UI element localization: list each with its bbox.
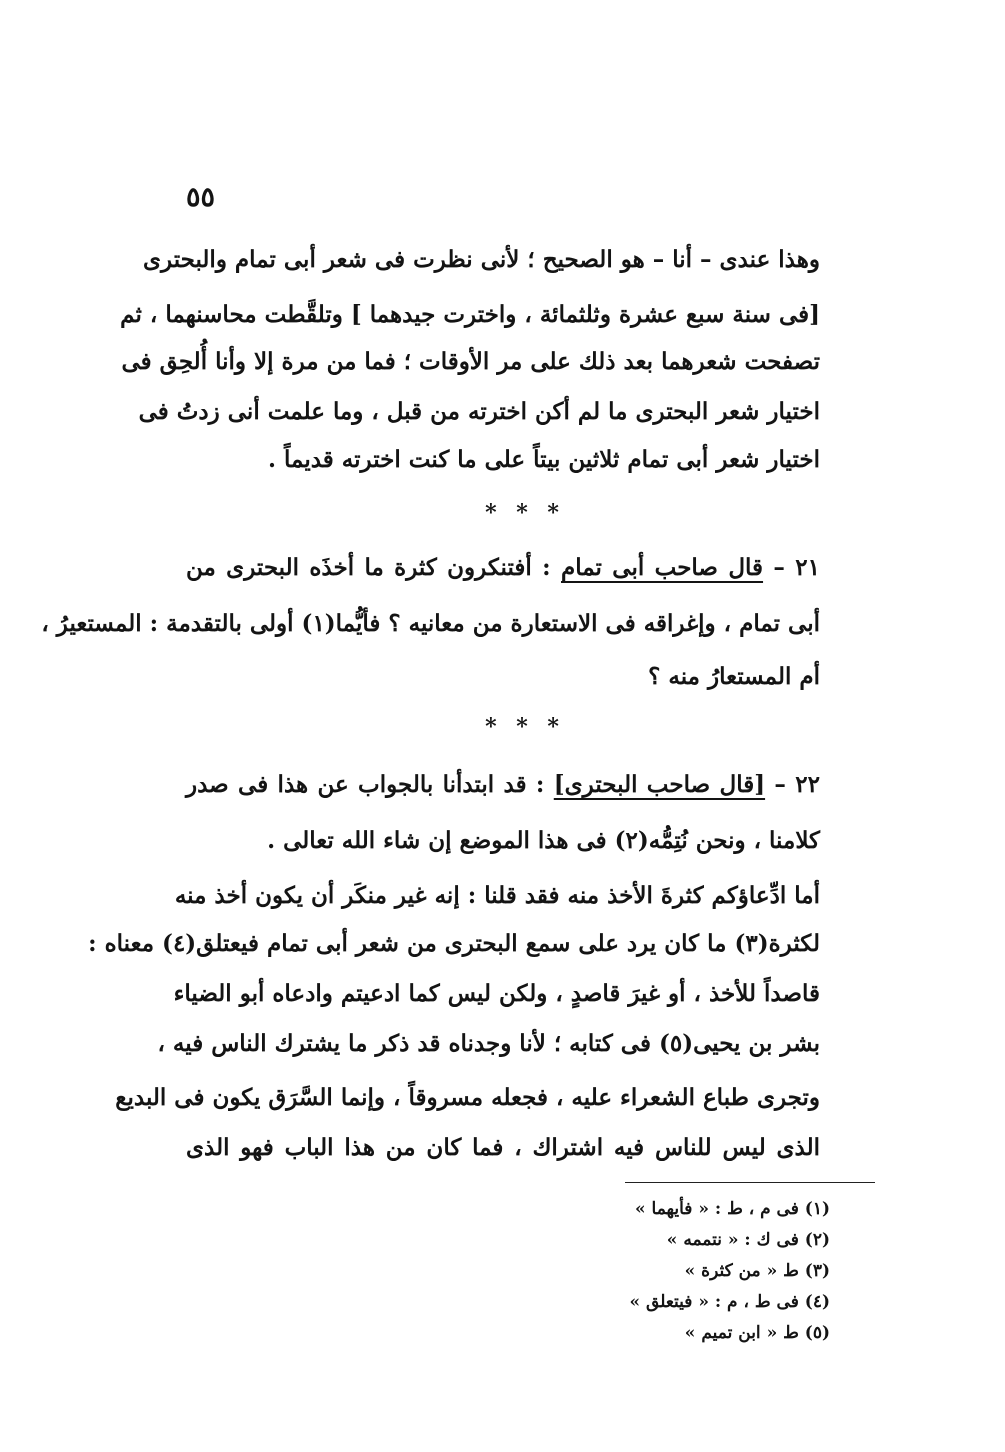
footnote-rule (625, 1182, 875, 1183)
paragraph-line: بشر بن يحيى(٥) فى كتابه ؛ لأنا وجدناه قد ذكر ما يشترك الناس فيه ، (157, 1030, 820, 1057)
section-separator: * * * (485, 714, 565, 740)
footnote: (٥) ط « ابن تميم » (684, 1323, 830, 1343)
paragraph-line: تصفحت شعرهما بعد ذلك على مر الأوقات ؛ فما من مرة إلا وأنا أُلحِق فى (121, 348, 820, 375)
section-21-line-1 (186, 548, 820, 588)
section-heading: [قال صاحب البحترى] (553, 771, 766, 798)
section-22-line-1 (186, 765, 820, 805)
section-text: : أفتنكرون كثرة ما أخذَه البحترى من (186, 554, 551, 581)
section-number: ٢١ – (773, 554, 820, 581)
paragraph-line: لكثرة(٣) ما كان يرد على سمع البحترى من شعر أبى تمام فيعتلق(٤) معناه : (88, 930, 820, 957)
page-number: ٥٥ (186, 182, 216, 213)
section-text: : قد ابتدأنا بالجواب عن هذا فى صدر (186, 771, 545, 798)
paragraph-line: كلامنا ، ونحن نُتِمُّه(٢) فى هذا الموضع إن شاء الله تعالى . (267, 827, 820, 854)
section-heading: قال صاحب أبى تمام (561, 554, 764, 581)
paragraph-line: وهذا عندى – أنا – هو الصحيح ؛ لأنى نظرت فى شعر أبى تمام والبحترى (143, 246, 820, 273)
footnote: (٢) فى ك : « نتممه » (666, 1230, 830, 1250)
footnote: (١) فى م ، ط : « فأيهما » (634, 1199, 830, 1219)
paragraph-line: أما ادِّعاؤكم كثرةَ الأخذ منه فقد قلنا : إنه غير منكَر أن يكون أخذ منه (174, 882, 820, 909)
footnote: (٣) ط « من كثرة » (684, 1261, 830, 1281)
paragraph-line: وتجرى طباع الشعراء عليه ، فجعله مسروقاً ، وإنما السَّرَق يكون فى البديع (115, 1084, 820, 1111)
paragraph-line: قاصداً للأخذ ، أو غيرَ قاصدٍ ، ولكن ليس كما ادعيتم وادعاه أبو الضياء (173, 980, 820, 1007)
section-number: ٢٢ – (774, 771, 820, 798)
paragraph-line: الذى ليس للناس فيه اشتراك ، فما كان من هذا الباب فهو الذى (186, 1134, 820, 1161)
footnote: (٤) فى ط ، م : « فيتعلق » (629, 1292, 830, 1312)
section-separator: * * * (485, 500, 565, 526)
paragraph-line: [فى سنة سبع عشرة وثلثمائة ، واخترت جيدهما ] وتلقَّطت محاسنهما ، ثم (120, 301, 820, 328)
paragraph-line: أبى تمام ، وإغراقه فى الاستعارة من معانيه ؟ فأيُّما(١) أولى بالتقدمة : المستعيرُ ، (41, 610, 820, 637)
paragraph-line: اختيار شعر أبى تمام ثلاثين بيتاً على ما كنت اخترته قديماً . (268, 446, 820, 473)
paragraph-line: أم المستعارُ منه ؟ (648, 663, 820, 690)
paragraph-line: اختيار شعر البحترى ما لم أكن اخترته من قبل ، وما علمت أنى زدتُ فى (138, 398, 820, 425)
